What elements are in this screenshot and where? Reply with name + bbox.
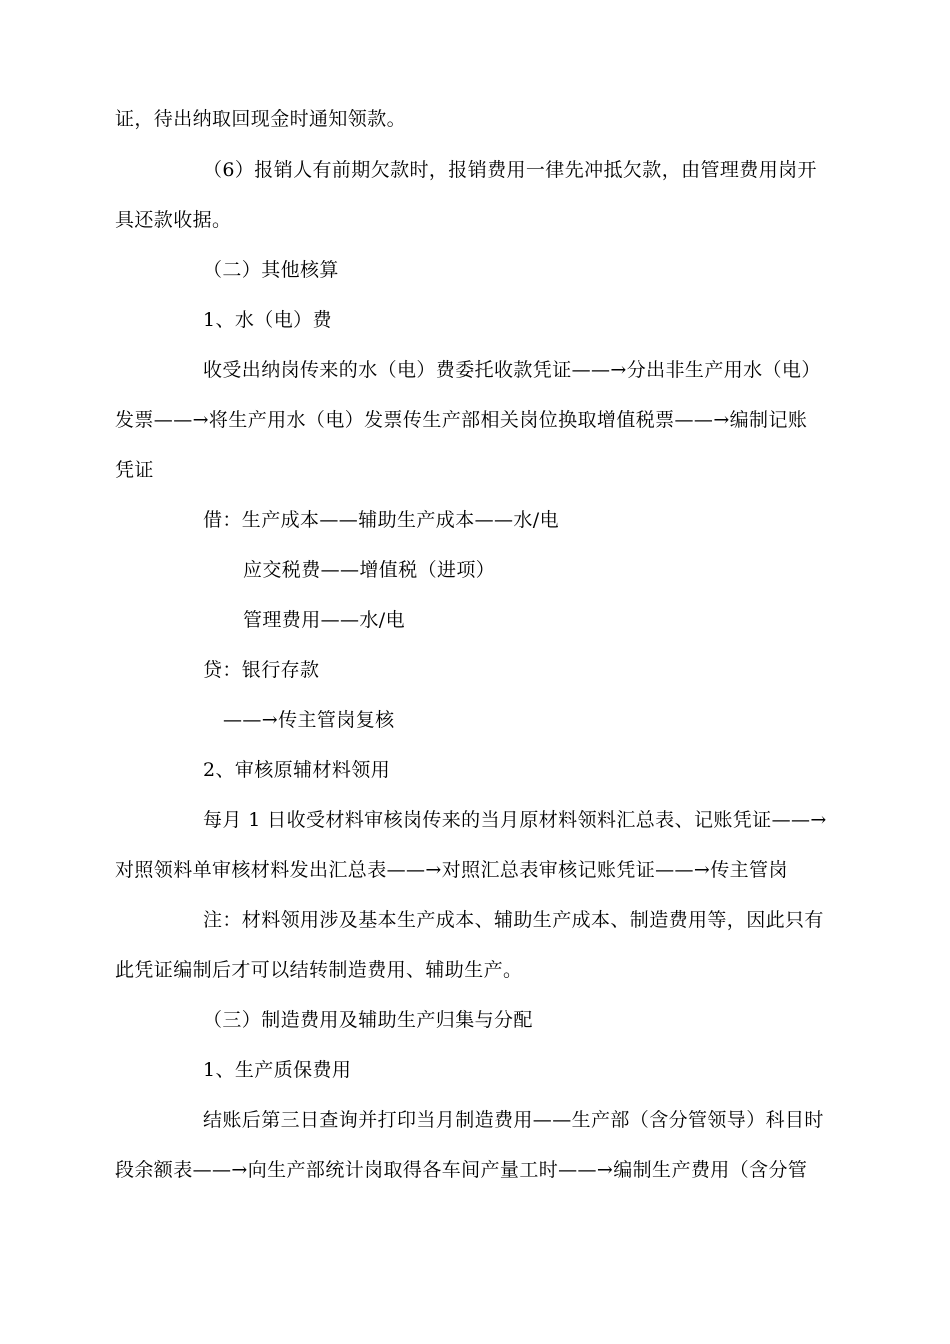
text-line: 结账后第三日查询并打印当月制造费用——生产部（含分管领导）科目时 xyxy=(203,1109,824,1131)
text-line: 段余额表——→向生产部统计岗取得各车间产量工时——→编制生产费用（含分管 xyxy=(115,1159,808,1181)
text-line: （6）报销人有前期欠款时，报销费用一律先冲抵欠款，由管理费用岗开 xyxy=(203,159,817,181)
journal-entry-debit: 管理费用——水/电 xyxy=(243,609,406,631)
text-line: ——→传主管岗复核 xyxy=(223,709,395,731)
section-heading: （二）其他核算 xyxy=(203,259,339,281)
text-line: 发票——→将生产用水（电）发票传生产部相关岗位换取增值税票——→编制记账 xyxy=(115,409,808,431)
section-heading: （三）制造费用及辅助生产归集与分配 xyxy=(203,1009,533,1031)
journal-entry-debit: 应交税费——增值税（进项） xyxy=(243,559,496,581)
text-line: 每月 1 日收受材料审核岗传来的当月原材料领料汇总表、记账凭证——→ xyxy=(203,809,827,831)
note-line: 注：材料领用涉及基本生产成本、辅助生产成本、制造费用等，因此只有 xyxy=(203,909,824,931)
subsection-heading: 1、水（电）费 xyxy=(203,309,332,331)
subsection-heading: 1、生产质保费用 xyxy=(203,1059,352,1081)
text-line: 具还款收据。 xyxy=(115,209,232,231)
text-line: 对照领料单审核材料发出汇总表——→对照汇总表审核记账凭证——→传主管岗 xyxy=(115,859,788,881)
journal-entry-debit: 借：生产成本——辅助生产成本——水/电 xyxy=(203,509,560,531)
note-line: 此凭证编制后才可以结转制造费用、辅助生产。 xyxy=(115,959,523,981)
subsection-heading: 2、审核原辅材料领用 xyxy=(203,759,391,781)
text-line: 收受出纳岗传来的水（电）费委托收款凭证——→分出非生产用水（电） xyxy=(203,359,821,381)
text-line: 凭证 xyxy=(115,459,154,481)
text-line: 证，待出纳取回现金时通知领款。 xyxy=(115,108,407,130)
journal-entry-credit: 贷：银行存款 xyxy=(203,659,320,681)
